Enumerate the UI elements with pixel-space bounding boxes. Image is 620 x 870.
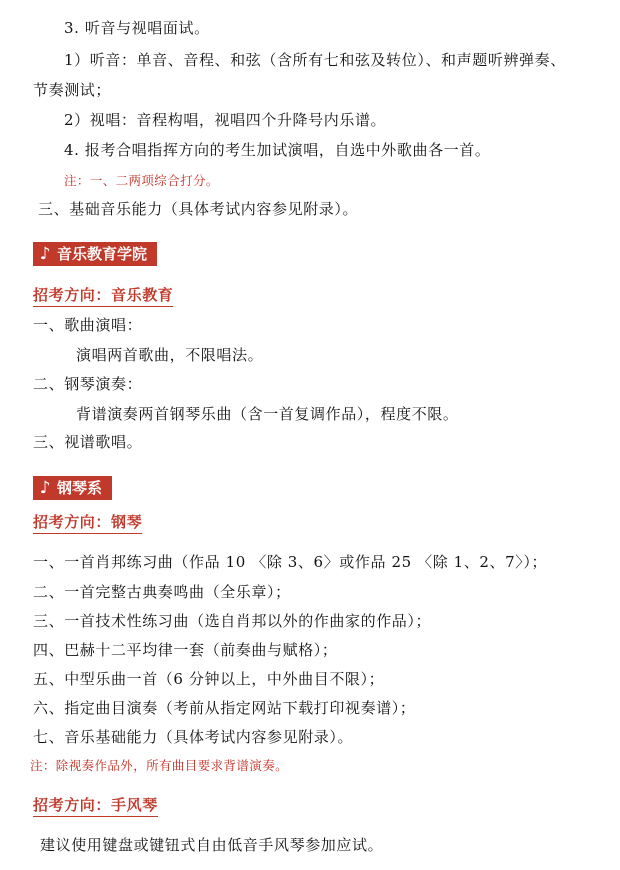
section-header-music-education [33,242,157,266]
accordion-note: 建议使用键盘或键钮式自由低音手风琴参加应试。 [40,836,384,854]
list-item: 七、音乐基础能力（具体考试内容参见附录）。 [33,728,354,746]
scoring-note: 注：一、二两项综合打分。 [64,173,219,188]
exam-item-4: 4. 报考合唱指挥方向的考生加试演唱，自选中外歌曲各一首。 [64,141,491,159]
exam-item-basic: 三、基础音乐能力（具体考试内容参见附录）。 [38,200,359,218]
section-header-label: 音乐教育学院 [57,245,148,263]
list-item: 二、钢琴演奏： [33,375,143,393]
sight-singing-item: 2）视唱：音程构唱，视唱四个升降号内乐谱。 [64,111,387,129]
section-header-label: 钢琴系 [57,479,103,497]
list-item: 五、中型乐曲一首（6 分钟以上，中外曲目不限）； [33,670,385,688]
listening-item: 1）听音：单音、音程、和弦（含所有七和弦及转位）、和声题听辨弹奏、 [64,51,566,69]
direction-heading-accordion: 招考方向：手风琴 [33,795,158,817]
music-note-icon: ♪ [39,478,51,498]
list-item: 一、一首肖邦练习曲（作品 10 〈除 3、6〉或作品 25 〈除 1、2、7〉）； [33,553,548,571]
list-item: 一、歌曲演唱： [33,316,143,334]
section-header-piano [33,476,112,500]
direction-heading: 招考方向：音乐教育 [33,285,173,307]
list-item: 二、一首完整古典奏鸣曲（全乐章）； [33,583,291,601]
list-item-detail: 演唱两首歌曲，不限唱法。 [76,346,264,364]
exam-item-3: 3. 听音与视唱面试。 [64,19,210,37]
list-item: 三、一首技术性练习曲（选自肖邦以外的作曲家的作品）； [33,612,432,630]
list-item: 四、巴赫十二平均律一套（前奏曲与赋格）； [33,641,338,659]
direction-heading: 招考方向：钢琴 [33,512,142,534]
memorization-note: 注：除视奏作品外，所有曲目要求背谱演奏。 [30,758,289,773]
music-note-icon: ♪ [39,244,51,264]
list-item-detail: 背谱演奏两首钢琴乐曲（含一首复调作品），程度不限。 [76,405,459,423]
listening-item-cont: 节奏测试； [33,81,112,99]
list-item: 三、视谱歌唱。 [33,433,143,451]
list-item: 六、指定曲目演奏（考前从指定网站下载打印视奏谱）； [33,699,416,717]
